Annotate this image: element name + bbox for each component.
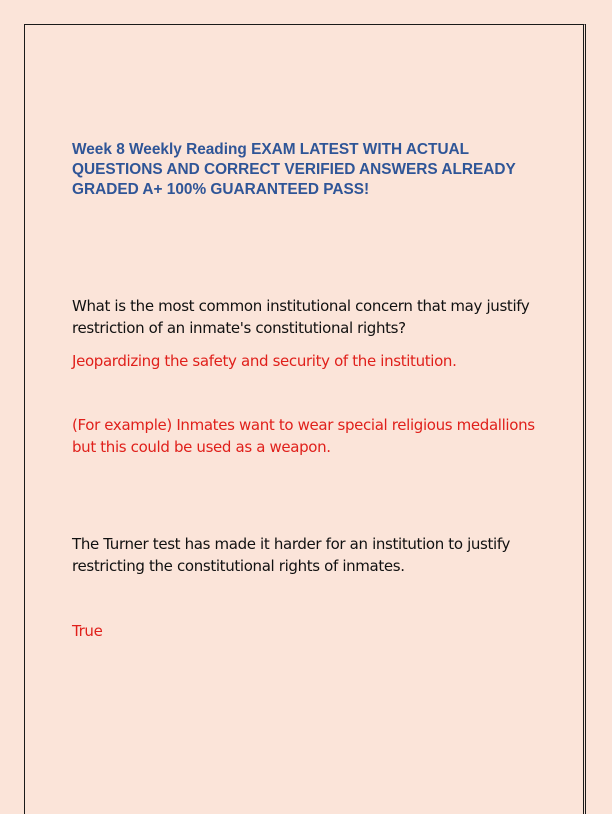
document-title: Week 8 Weekly Reading EXAM LATEST WITH ACTUAL QUESTIONS AND CORRECT VERIFIED ANSWERS ALREADY GRADED A+ 100% GUARANTEED PASS! [72, 141, 516, 198]
answer-2: True [72, 622, 103, 640]
answer-1-example: (For example) Inmates want to wear special religious medallions but this could be used as a weapon. [72, 416, 535, 456]
question-2: The Turner test has made it harder for an institution to justify restricting the constitutional rights of inmates. [72, 535, 511, 575]
answer-1: Jeopardizing the safety and security of the institution. [72, 352, 457, 370]
question-1: What is the most common institutional concern that may justify restriction of an inmate's constitutional rights? [72, 297, 530, 337]
